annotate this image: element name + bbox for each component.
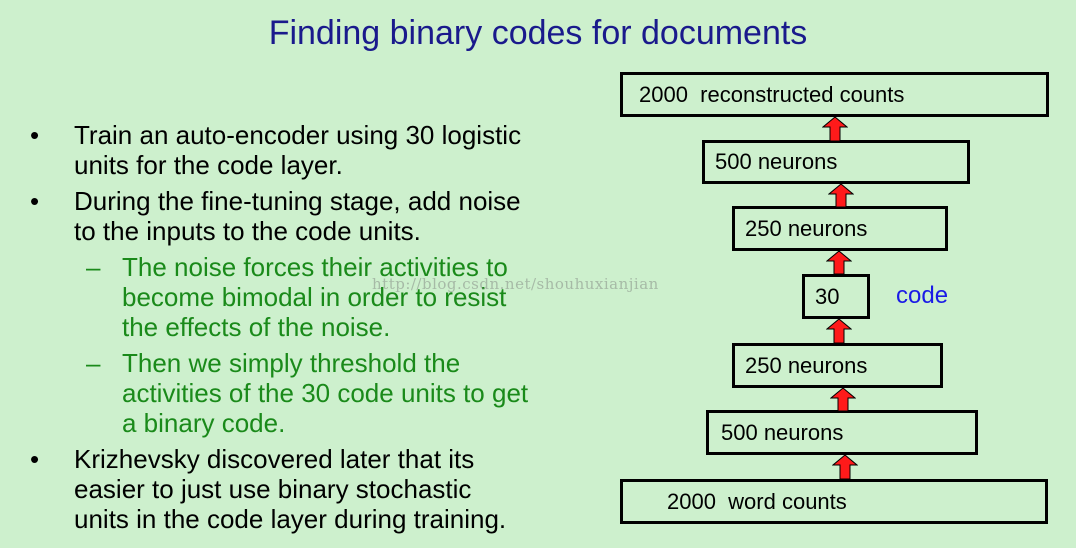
layer-label: 30 — [815, 283, 840, 309]
up-arrow-icon — [828, 183, 854, 208]
bullet-line: units in the code layer during training. — [74, 504, 507, 534]
up-arrow-icon — [826, 318, 852, 344]
layer-label: 250 neurons — [745, 215, 868, 241]
bullet-line: Krizhevsky discovered later that its — [74, 444, 475, 474]
layer-box-code — [802, 274, 870, 319]
layer-box-250-bottom — [732, 343, 943, 388]
bullet-line: Train an auto-encoder using 30 logistic — [74, 120, 522, 150]
sub-bullet-line: a binary code. — [122, 408, 286, 438]
up-arrow-icon — [832, 454, 858, 480]
sub-bullet-dash-icon: – — [86, 252, 101, 282]
layer-box-250-top — [732, 206, 948, 251]
layer-label: 500 neurons — [721, 419, 844, 445]
sub-bullet-line: The noise forces their activities to — [122, 252, 508, 282]
bullet-list — [30, 120, 620, 540]
bullet-item — [30, 444, 620, 534]
layer-box-500-bottom — [706, 410, 978, 455]
bullet-item — [30, 186, 620, 246]
up-arrow-icon — [826, 250, 852, 275]
up-arrow-icon — [830, 387, 856, 412]
sub-bullet-item — [30, 348, 620, 438]
sub-bullet-item — [30, 252, 620, 342]
sub-bullet-line: Then we simply threshold the — [122, 348, 461, 378]
bullet-dot-icon: • — [30, 186, 40, 216]
bullet-line: During the fine-tuning stage, add noise — [74, 186, 521, 216]
layer-box-reconstructed — [620, 72, 1049, 117]
layer-box-500-top — [702, 140, 970, 184]
bullet-dot-icon: • — [30, 120, 40, 150]
code-label: code — [896, 282, 949, 309]
bullet-item — [30, 120, 620, 180]
sub-bullet-line: activities of the 30 code units to get — [122, 378, 529, 408]
layer-label: 2000 reconstructed counts — [639, 81, 905, 107]
layer-box-word-counts — [620, 479, 1048, 524]
layer-label: 250 neurons — [745, 352, 868, 378]
watermark: http://blog.csdn.net/shouhuxianjian — [372, 275, 659, 293]
sub-bullet-line: the effects of the noise. — [122, 312, 391, 342]
bullet-dot-icon: • — [30, 444, 40, 474]
slide-title: Finding binary codes for documents — [268, 14, 808, 52]
up-arrow-icon — [822, 116, 848, 142]
bullet-line: units for the code layer. — [74, 150, 343, 180]
bullet-line: easier to just use binary stochastic — [74, 474, 472, 504]
bullet-line: to the inputs to the code units. — [74, 216, 421, 246]
layer-label: 500 neurons — [715, 149, 838, 174]
layer-label: 2000 word counts — [667, 488, 847, 514]
sub-bullet-dash-icon: – — [86, 348, 101, 378]
sub-bullet-line: become bimodal in order to resist — [122, 282, 507, 312]
